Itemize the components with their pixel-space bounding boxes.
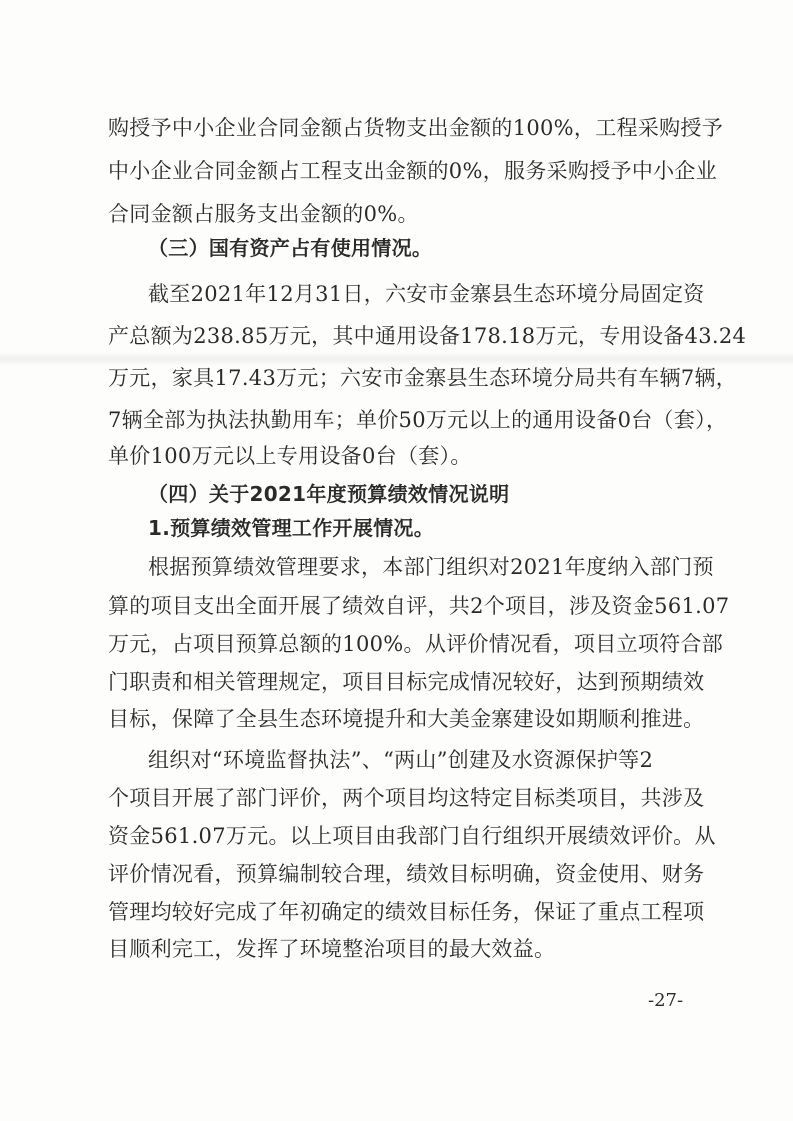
section-heading-4: （四）关于2021年度预算绩效情况说明 bbox=[148, 482, 510, 506]
text-line-19: 资金561.07万元。以上项目由我部门自行组织开展绩效评价。从 bbox=[108, 824, 716, 848]
text-line-14: 万元，占项目预算总额的100%。从评价情况看，项目立项符合部 bbox=[108, 632, 724, 656]
text-line-7: 万元，家具17.43万元；六安市金寨县生态环境分局共有车辆7辆， bbox=[108, 366, 738, 390]
text-line-6: 产总额为238.85万元，其中通用设备178.18万元，专用设备43.24 bbox=[108, 324, 747, 348]
text-line-9: 单价100万元以上专用设备0台（套）。 bbox=[108, 444, 472, 468]
text-line-1: 购授予中小企业合同金额占货物支出金额的100%，工程采购授予 bbox=[108, 116, 724, 140]
page-number: -27- bbox=[648, 990, 684, 1011]
text-line-12: 根据预算绩效管理要求，本部门组织对2021年度纳入部门预 bbox=[148, 555, 714, 579]
text-line-15: 门职责和相关管理规定，项目目标完成情况较好，达到预期绩效 bbox=[108, 670, 705, 694]
text-line-5: 截至2021年12月31日，六安市金寨县生态环境分局固定资 bbox=[148, 282, 705, 306]
text-line-20: 评价情况看，预算编制较合理，绩效目标明确，资金使用、财务 bbox=[108, 862, 705, 886]
text-line-2: 中小企业合同金额占工程支出金额的0%，服务采购授予中小企业 bbox=[108, 159, 718, 183]
text-line-13: 算的项目支出全面开展了绩效自评，共2个项目，涉及资金561.07 bbox=[108, 594, 730, 618]
subsection-heading-1: 1.预算绩效管理工作开展情况。 bbox=[148, 516, 435, 540]
section-heading-3: （三）国有资产占有使用情况。 bbox=[148, 236, 433, 260]
scan-artifact-band bbox=[0, 352, 793, 366]
text-line-3: 合同金额占服务支出金额的0%。 bbox=[108, 202, 419, 226]
text-line-17: 组织对“环境监督执法”、“两山”创建及水资源保护等2 bbox=[148, 748, 654, 772]
text-line-18: 个项目开展了部门评价，两个项目均这特定目标类项目，共涉及 bbox=[108, 786, 705, 810]
text-line-16: 目标，保障了全县生态环境提升和大美金寨建设如期顺利推进。 bbox=[108, 707, 705, 731]
text-line-22: 目顺利完工，发挥了环境整治项目的最大效益。 bbox=[108, 937, 556, 961]
text-line-8: 7辆全部为执法执勤用车；单价50万元以上的通用设备0台（套）， bbox=[108, 408, 728, 432]
text-line-21: 管理均较好完成了年初确定的绩效目标任务，保证了重点工程项 bbox=[108, 900, 705, 924]
